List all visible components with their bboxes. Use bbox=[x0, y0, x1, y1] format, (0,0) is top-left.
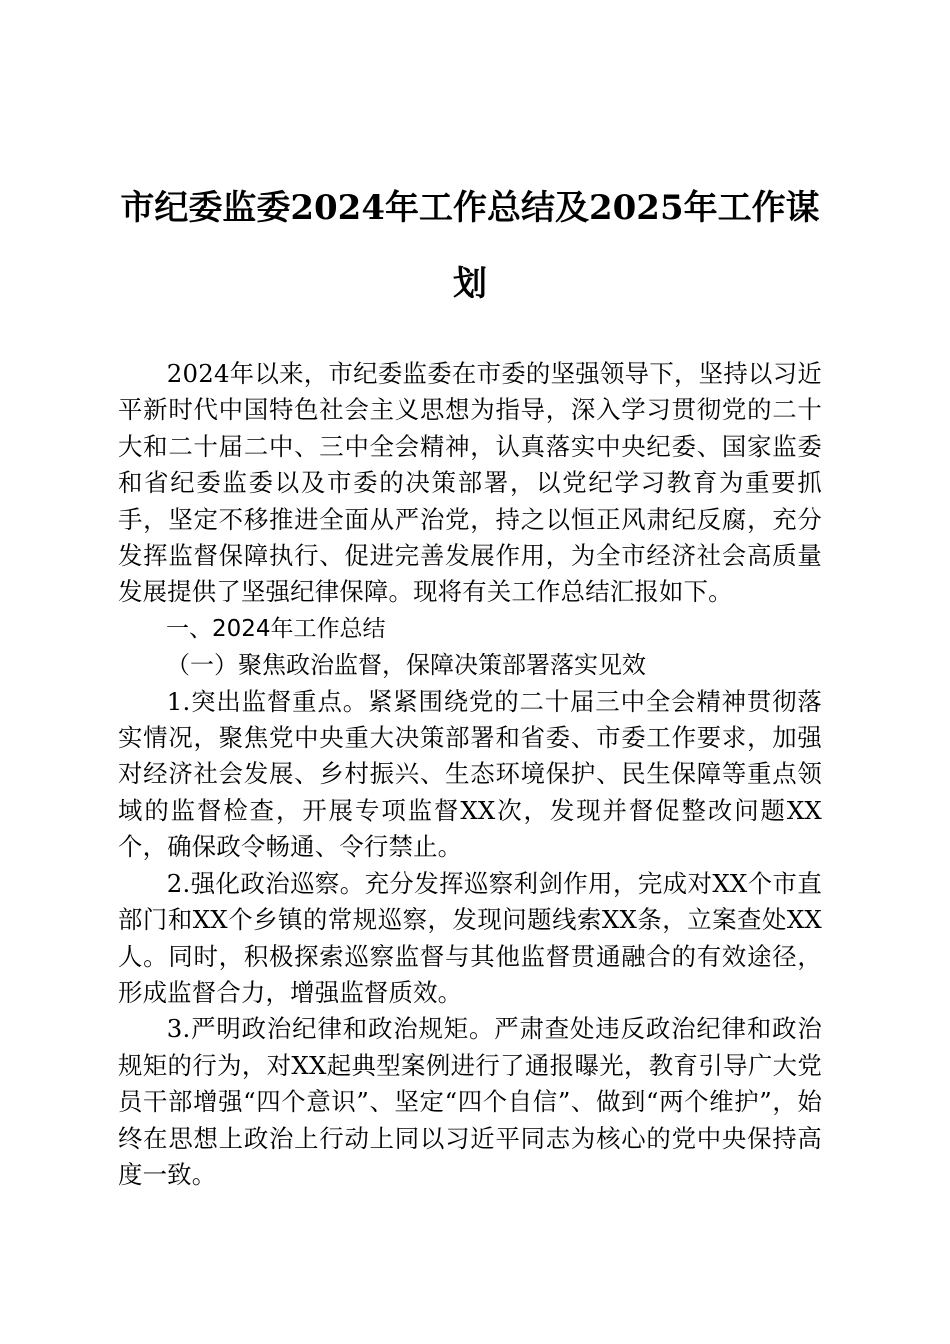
document-title: 市纪委监委2024年工作总结及2025年工作谋划 bbox=[120, 188, 820, 304]
section-heading: 一、2024年工作总结 bbox=[166, 615, 386, 642]
body-paragraph-2: 2.强化政治巡察。充分发挥巡察利剑作用，完成对XX个市直部门和XX个乡镇的常规巡察，发现问题线索XX条，立案查处XX人。同时，积极探索巡察监督与其他监督贯通融合的有效途径，形成监督合力，增强监督质效。 bbox=[118, 868, 822, 1007]
document-body bbox=[118, 356, 822, 1193]
body-paragraph-1: 1.突出监督重点。紧紧围绕党的二十届三中全会精神贯彻落实情况，聚焦党中央重大决策部署和省委、市委工作要求，加强对经济社会发展、乡村振兴、生态环境保护、民生保障等重点领域的监督检查，开展专项监督XX次，发现并督促整改问题XX个，确保政令畅通、令行禁止。 bbox=[118, 686, 822, 862]
body-paragraph-3: 3.严明政治纪律和政治规矩。严肃查处违反政治纪律和政治规矩的行为，对XX起典型案例进行了通报曝光，教育引导广大党员干部增强“四个意识”、坚定“四个自信”、做到“两个维护”，始终在思想上政治上行动上同以习近平同志为核心的党中央保持高度一致。 bbox=[118, 1014, 822, 1189]
intro-paragraph: 2024年以来，市纪委监委在市委的坚强领导下，坚持以习近平新时代中国特色社会主义思想为指导，深入学习贯彻党的二十大和二十届二中、三中全会精神，认真落实中央纪委、国家监委和省纪委监委以及市委的决策部署，以党纪学习教育为重要抓手，坚定不移推进全面从严治党，持之以恒正风肃纪反腐，充分发挥监督保障执行、促进完善发展作用，为全市经济社会高质量发展提供了坚强纪律保障。现将有关工作总结汇报如下。 bbox=[118, 359, 822, 607]
subsection-heading: （一）聚焦政治监督，保障决策部署落实见效 bbox=[166, 651, 646, 680]
document-page bbox=[118, 170, 822, 1193]
